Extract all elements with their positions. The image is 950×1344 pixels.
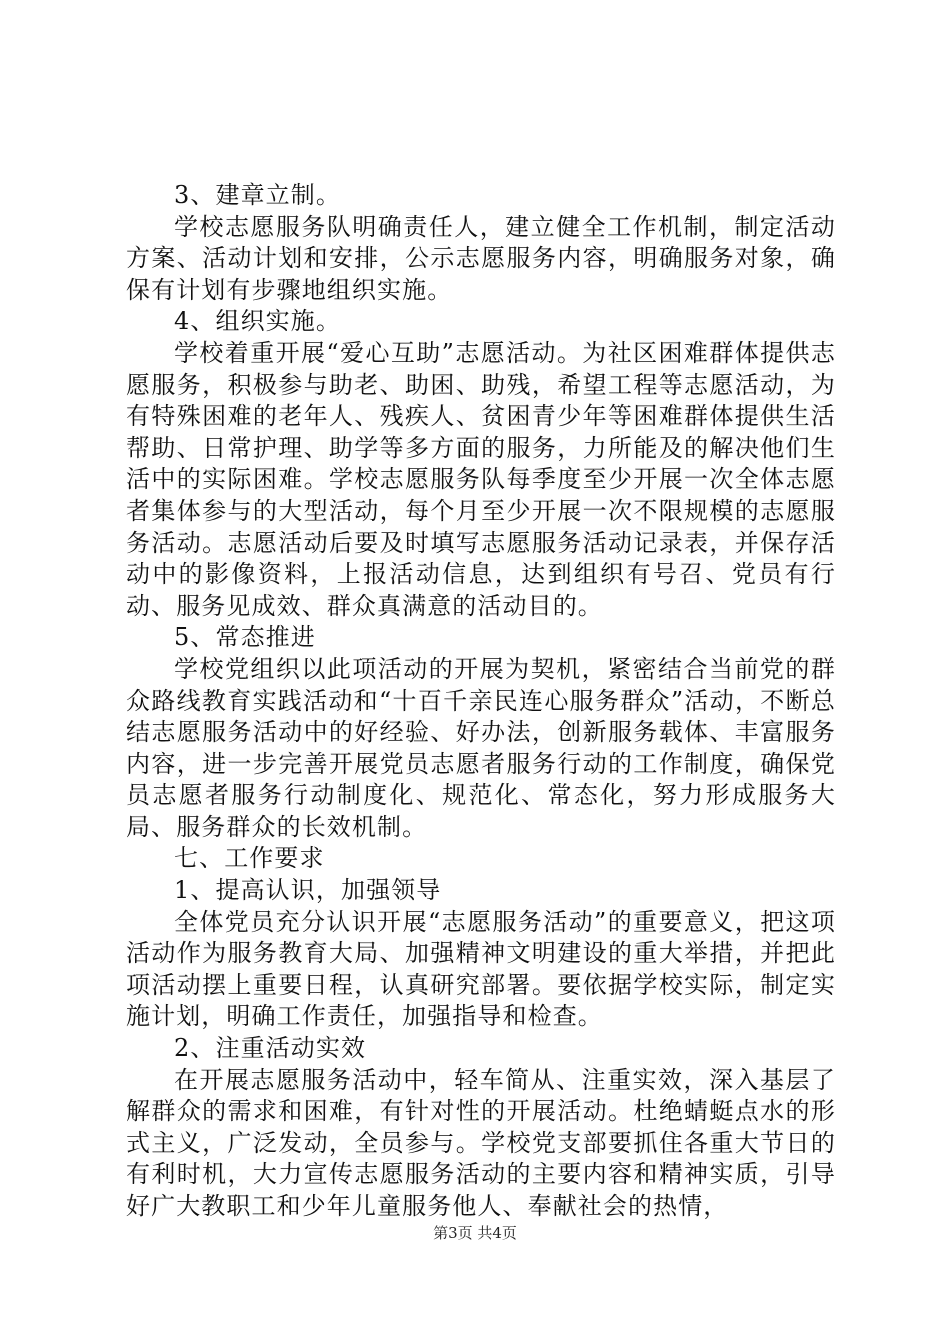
section-heading: 5、常态推进 — [174, 623, 316, 652]
page-number-footer: 第3页 共4页 — [433, 1224, 517, 1242]
section-heading: 4、组织实施。 — [174, 307, 341, 336]
document-body — [126, 180, 836, 1223]
section-heading: 2、注重活动实效 — [174, 1034, 367, 1063]
paragraph: 学校着重开展“爱心互助”志愿活动。为社区困难群体提供志愿服务，积极参与助老、助困、助残，希望工程等志愿活动，为有特殊困难的老年人、残疾人、贫困青少年等困难群体提供生活帮助、日常护理、助学等多方面的服务，力所能及的解决他们生活中的实际困难。学校志愿服务队每季度至少开展一次全体志愿者集体参与的大型活动，每个月至少开展一次不限规模的志愿服务活动。志愿活动后要及时填写志愿服务活动记录表，并保存活动中的影像资料，上报活动信息，达到组织有号召、党员有行动、服务见成效、群众真满意的活动目的。 — [126, 338, 836, 620]
section-heading: 1、提高认识，加强领导 — [174, 876, 442, 905]
paragraph: 在开展志愿服务活动中，轻车简从、注重实效，深入基层了解群众的需求和困难，有针对性的开展活动。杜绝蜻蜓点水的形式主义，广泛发动，全员参与。学校党支部要抓住各重大节日的有利时机，大力宣传志愿服务活动的主要内容和精神实质，引导好广大教职工和少年儿童服务他人、奉献社会的热情， — [126, 1065, 836, 1220]
paragraph: 学校党组织以此项活动的开展为契机，紧密结合当前党的群众路线教育实践活动和“十百千亲民连心服务群众”活动，不断总结志愿服务活动中的好经验、好办法，创新服务载体、丰富服务内容，进一步完善开展党员志愿者服务行动的工作制度，确保党员志愿者服务行动制度化、规范化、常态化，努力形成服务大局、服务群众的长效机制。 — [126, 654, 836, 841]
paragraph: 全体党员充分认识开展“志愿服务活动”的重要意义，把这项活动作为服务教育大局、加强精神文明建设的重大举措，并把此项活动摆上重要日程，认真研究部署。要依据学校实际，制定实施计划，明确工作责任，加强指导和检查。 — [126, 907, 836, 1031]
chapter-heading: 七、工作要求 — [174, 844, 325, 873]
paragraph: 学校志愿服务队明确责任人，建立健全工作机制，制定活动方案、活动计划和安排，公示志愿服务内容，明确服务对象，确保有计划有步骤地组织实施。 — [126, 212, 836, 304]
section-heading: 3、建章立制。 — [174, 181, 341, 209]
